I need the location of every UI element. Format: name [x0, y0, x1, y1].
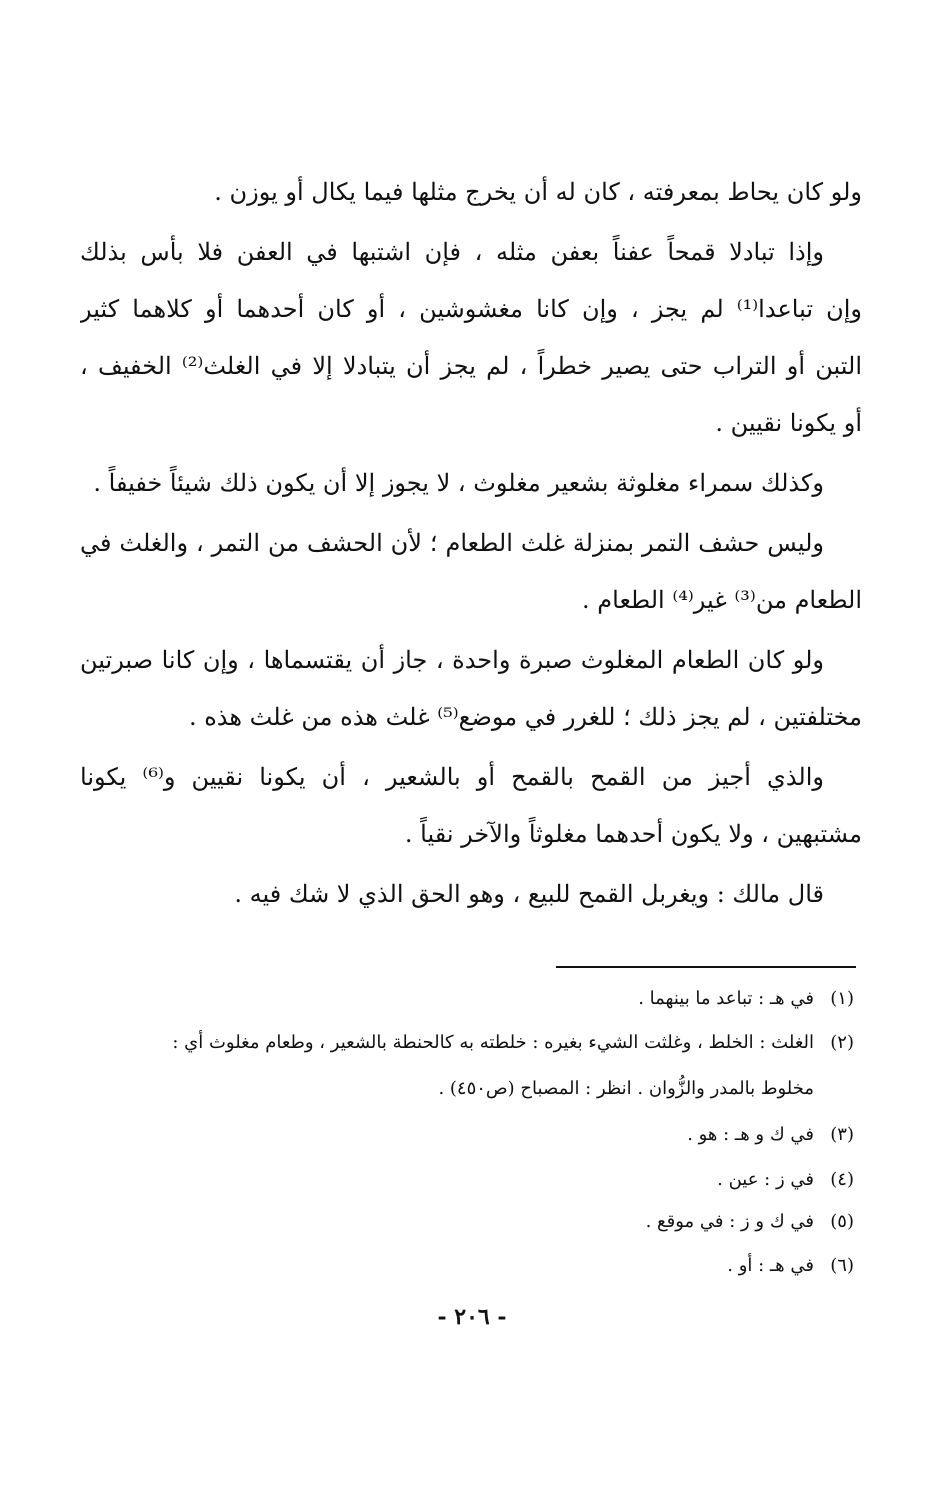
footnote-continuation: مخلوط بالمدر والزُّوان . انظر : المصباح (ص٤٥٠) . — [438, 1078, 814, 1099]
footnote-number: (٣) — [830, 1124, 854, 1145]
footnote-text: في ك و ز : في موقع . — [645, 1211, 814, 1232]
footnote-text: في هـ : أو . — [727, 1255, 814, 1276]
body-line: مختلفتين ، لم يجز ذلك ؛ للغرر في موضع⁽⁵⁾ غلث هذه من غلث هذه . — [188, 703, 862, 731]
body-line: الطعام من⁽³⁾ غير⁽⁴⁾ الطعام . — [582, 586, 862, 614]
body-line: أو يكونا نقيين . — [715, 409, 862, 437]
footnote — [74, 1118, 854, 1152]
footnote-number: (٢) — [830, 1032, 854, 1053]
body-line: والذي أجيز من القمح بالقمح أو بالشعير ، أن يكونا نقيين و⁽⁶⁾ يكونا — [80, 763, 824, 791]
body-line: ولو كان الطعام المغلوث صبرة واحدة ، جاز أن يقتسماها ، وإن كانا صبرتين — [80, 646, 824, 674]
body-line: ولو كان يحاط بمعرفته ، كان له أن يخرج مثلها فيما يكال أو يوزن . — [214, 178, 862, 206]
body-line: وكذلك سمراء مغلوثة بشعير مغلوث ، لا يجوز إلا أن يكون ذلك شيئاً خفيفاً . — [93, 469, 824, 497]
body-line: وإن تباعدا⁽¹⁾ لم يجز ، وإن كانا مغشوشين ، أو كان أحدهما أو كلاهما كثير — [80, 295, 862, 323]
footnote-text: الغلث : الخلط ، وغلثت الشيء بغيره : خلطته به كالحنطة بالشعير ، وطعام مغلوث أي : — [172, 1032, 814, 1053]
footnote-number: (١) — [830, 988, 854, 1009]
body-line: مشتبهين ، ولا يكون أحدهما مغلوثاً والآخر نقياً . — [404, 820, 862, 848]
footnote-number: (٤) — [830, 1169, 854, 1190]
body-line: وليس حشف التمر بمنزلة غلث الطعام ؛ لأن الحشف من التمر ، والغلث في — [80, 529, 824, 557]
footnote-number: (٥) — [830, 1211, 854, 1232]
body-line: قال مالك : ويغربل القمح للبيع ، وهو الحق الذي لا شك فيه . — [234, 880, 824, 908]
footnote-text: في ك و هـ : هو . — [687, 1124, 814, 1145]
footnote — [74, 1205, 854, 1239]
page-number: - ٢٠٦ - — [437, 1304, 507, 1330]
footnote-text: في هـ : تباعد ما بينهما . — [638, 988, 814, 1009]
footnote — [74, 1026, 854, 1060]
footnote — [74, 1163, 854, 1197]
footnote — [74, 982, 854, 1016]
footnote-separator — [556, 966, 856, 968]
footnote-text: في ز : عين . — [717, 1169, 814, 1190]
footnote — [74, 1249, 854, 1283]
footnote-number: (٦) — [830, 1255, 854, 1276]
body-line: التبن أو التراب حتى يصير خطراً ، لم يجز أن يتبادلا إلا في الغلث⁽²⁾ الخفيف ، — [80, 352, 862, 380]
body-line: وإذا تبادلا قمحاً عفناً بعفن مثله ، فإن اشتبها في العفن فلا بأس بذلك — [80, 238, 825, 266]
